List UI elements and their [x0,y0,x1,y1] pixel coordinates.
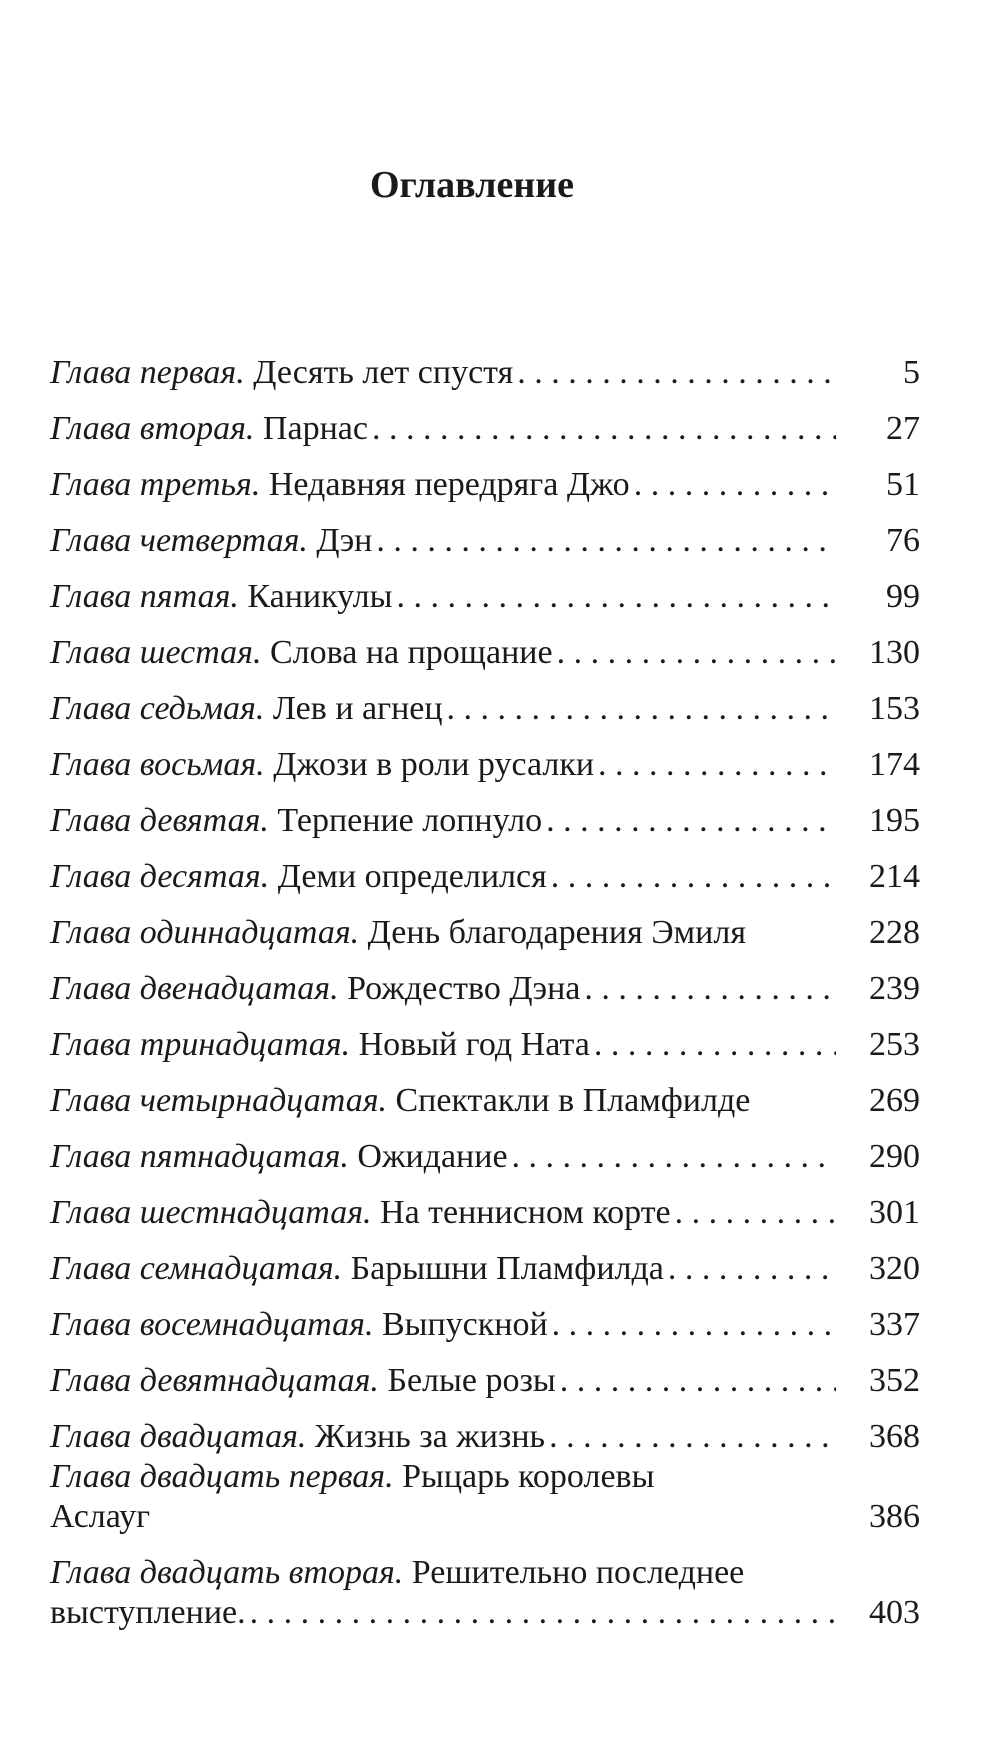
toc-entry-label [50,913,746,953]
toc-entry-label [50,1361,556,1401]
chapter-number: Глава девятнадцатая. [50,1362,379,1399]
toc-entry [50,1345,920,1401]
toc-entry-label [50,1193,671,1233]
page-number: 368 [869,1418,920,1455]
chapter-number: Глава двадцатая. [50,1418,307,1455]
toc-entry [50,1121,920,1177]
page-number: 51 [886,466,920,503]
dot-leader [376,521,836,561]
chapter-number: Глава третья. [50,466,261,503]
toc-entry [50,1177,920,1233]
chapter-number: Глава десятая. [50,858,270,895]
chapter-title: Новый год Ната [358,1026,590,1063]
dot-leader [560,1361,836,1401]
chapter-number: Глава семнадцатая. [50,1250,343,1287]
toc-entry-label [50,465,630,505]
toc-entry [50,449,920,505]
dot-leader [557,633,836,673]
toc-entry-label [50,1025,590,1065]
chapter-number: Глава одиннадцатая. [50,914,360,951]
chapter-number: Глава четырнадцатая. [50,1082,387,1119]
toc-entry-label [50,1249,664,1289]
chapter-title: Десять лет спустя [253,354,514,391]
toc-entry [50,505,920,561]
dot-leader [546,801,836,841]
chapter-number: Глава шестая. [50,634,262,671]
toc-entry-label [50,1457,654,1497]
chapter-title: Джози в роли русалки [273,746,595,783]
chapter-title: Рождество Дэна [347,970,581,1007]
toc-entry-label [50,1305,548,1345]
chapter-number: Глава шестнадцатая. [50,1194,372,1231]
toc-entry [50,561,920,617]
chapter-title: Белые розы [387,1362,556,1399]
chapter-title: Рыцарь королевы [402,1458,655,1495]
page-number: 195 [869,802,920,839]
chapter-title: Ожидание [357,1138,508,1175]
toc-entry-line [50,1457,920,1497]
chapter-title: День благодарения Эмиля [367,914,746,951]
chapter-number: Глава четвертая. [50,522,308,559]
toc-entry [50,1233,920,1289]
chapter-title: Спектакли в Пламфилде [395,1082,751,1119]
page-number: 320 [869,1250,920,1287]
chapter-number: Глава первая. [50,354,245,391]
toc-entry [50,393,920,449]
chapter-number: Глава двадцать первая. [50,1458,394,1495]
chapter-number: Глава пятая. [50,578,239,615]
page-number: 290 [869,1138,920,1175]
toc-entry-label [50,353,513,393]
chapter-number: Глава пятнадцатая. [50,1138,349,1175]
toc-entry-line [50,1553,920,1593]
toc-entry [50,673,920,729]
toc-entry-label [50,801,542,841]
dot-leader [250,1593,836,1633]
toc-entry [50,1401,920,1457]
chapter-number: Глава восемнадцатая. [50,1306,374,1343]
dot-leader [675,1193,836,1233]
dot-leader [517,353,836,393]
dot-leader [512,1137,836,1177]
page-number: 352 [869,1362,920,1399]
chapter-title: Выпускной [381,1306,548,1343]
dot-leader [447,689,836,729]
toc-entry-label [50,1553,744,1593]
page-number: 214 [869,858,920,895]
toc-entry-label [50,857,547,897]
dot-leader [634,465,836,505]
chapter-title: Барышни Пламфилда [350,1250,664,1287]
dot-leader [396,577,836,617]
chapter-title: Деми определился [277,858,547,895]
table-of-contents [50,337,920,1649]
toc-entry-label [50,409,368,449]
toc-entry-label [50,1417,545,1457]
dot-leader [584,969,836,1009]
page-number: 403 [869,1594,920,1631]
chapter-title: Каникулы [247,578,393,615]
toc-entry [50,337,920,393]
toc-entry-label [50,1137,508,1177]
dot-leader [594,1025,836,1065]
chapter-title: Лев и агнец [272,690,443,727]
chapter-title: Недавняя передряга Джо [268,466,630,503]
page-number: 99 [886,578,920,615]
chapter-title: На теннисном корте [380,1194,671,1231]
chapter-title: Слова на прощание [269,634,553,671]
chapter-title-continued: выступление. [50,1594,246,1631]
dot-leader [552,1305,836,1345]
toc-entry-label [50,969,580,1009]
dot-leader [551,857,836,897]
chapter-number: Глава двенадцатая. [50,970,339,1007]
page-number: 239 [869,970,920,1007]
dot-leader [668,1249,836,1289]
toc-entry-label [50,521,372,561]
toc-entry [50,617,920,673]
chapter-number: Глава седьмая. [50,690,265,727]
chapter-title-continued: Аслауг [50,1498,151,1535]
toc-entry-label [50,689,443,729]
page-number: 153 [869,690,920,727]
page-number: 130 [869,634,920,671]
toc-entry [50,1289,920,1345]
toc-entry [50,1065,920,1121]
dot-leader [549,1417,836,1457]
toc-entry-line [50,1497,920,1537]
toc-entry [50,841,920,897]
chapter-title: Парнас [262,410,368,447]
dot-leader [598,745,836,785]
toc-entry-label [50,1081,750,1121]
toc-entry [50,1457,920,1553]
toc-entry [50,729,920,785]
page-number: 76 [886,522,920,559]
page-number: 228 [869,914,920,951]
toc-entry-line [50,1593,920,1633]
toc-entry-label [50,633,553,673]
toc-entry [50,953,920,1009]
toc-entry [50,1553,920,1649]
toc-entry [50,785,920,841]
chapter-number: Глава тринадцатая. [50,1026,351,1063]
chapter-number: Глава восьмая. [50,746,265,783]
page-number: 386 [869,1498,920,1535]
toc-entry [50,1009,920,1065]
chapter-title: Решительно последнее [411,1554,745,1591]
chapter-title: Жизнь за жизнь [314,1418,546,1455]
page-number: 253 [869,1026,920,1063]
page-number: 174 [869,746,920,783]
dot-leader [372,409,836,449]
page-title: Оглавление [369,164,575,206]
page-number: 301 [869,1194,920,1231]
chapter-number: Глава вторая. [50,410,255,447]
page-number: 269 [869,1082,920,1119]
chapter-title: Терпение лопнуло [277,802,543,839]
toc-entry-label [50,577,392,617]
toc-entry-label [50,745,594,785]
page-number: 27 [886,410,920,447]
page-number: 5 [903,354,920,391]
toc-entry [50,897,920,953]
chapter-title: Дэн [316,522,373,559]
page-number: 337 [869,1306,920,1343]
chapter-number: Глава двадцать вторая. [50,1554,404,1591]
chapter-number: Глава девятая. [50,802,269,839]
